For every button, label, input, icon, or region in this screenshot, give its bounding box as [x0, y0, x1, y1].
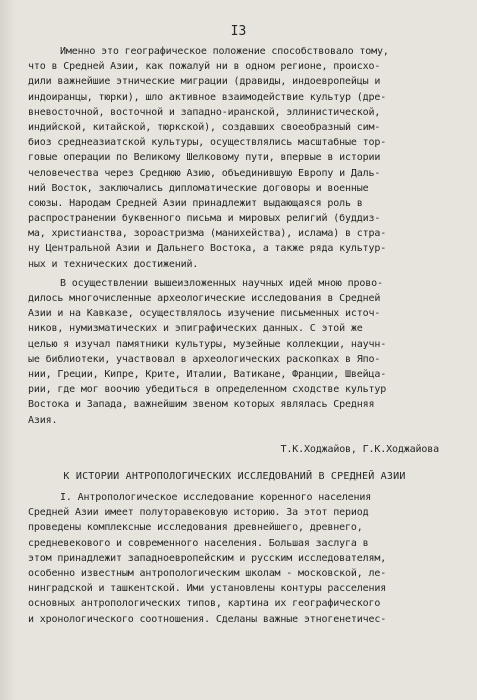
- text-line: Азии и на Кавказе, осуществлялось изучение письменных источ-: [28, 308, 381, 320]
- text-line: нии, Греции, Кипре, Крите, Италии, Ватикане, Франции, Швейца-: [28, 368, 387, 380]
- text-line: биоз среднеазиатской культуры, осуществлялись масштабные тор-: [28, 137, 387, 149]
- text-line: Востока и Запада, важнейшим звеном которых являлась Средняя: [28, 399, 375, 411]
- text-line: Именно это географическое положение способствовало тому,: [60, 46, 389, 57]
- page-edge-shadow: [0, 0, 16, 700]
- text-line: распространении буквенного письма и мировых религий (буддиз-: [28, 213, 381, 225]
- text-line: Азия.: [28, 414, 58, 426]
- paragraph-2: [28, 276, 441, 428]
- text-line: нинградской и ташкентской. Ими установлены контуры расселения: [28, 583, 387, 595]
- text-line: I. Антропологическое исследование коренного населения: [60, 492, 372, 504]
- text-line: ников, нумизматических и эпиграфических данных. С этой же: [28, 323, 363, 335]
- document-body: [28, 44, 441, 627]
- text-line: В осуществлении вышеизложенных научных идей мною прово-: [60, 277, 383, 289]
- text-line: союзы. Народам Средней Азии принадлежит выдающаяся роль в: [28, 197, 363, 209]
- text-line: что в Средней Азии, как пожалуй ни в одном регионе, происхо-: [28, 61, 381, 73]
- text-line: дили важнейшие этнические миграции (дравиды, индоевропейцы и: [28, 76, 381, 88]
- text-line: ые библиотеки, участвовал в археологических раскопках в Япо-: [28, 353, 381, 365]
- text-line: ма, христианства, зороастризма (манихейства), ислама) в стра-: [28, 228, 387, 240]
- text-line: человечества через Среднюю Азию, объединившую Европу и Даль-: [28, 167, 381, 179]
- text-line: индоиранцы, тюрки), шло активное взаимодействие культур (дре-: [28, 91, 387, 103]
- text-line: этом принадлежит западноевропейским и русским исследователям,: [28, 552, 387, 564]
- text-line: особенно известным антропологическим школам - московской, ле-: [28, 568, 387, 580]
- paragraph-1: [28, 44, 441, 272]
- text-line: Средней Азии имеет полуторавековую историю. За этот период: [28, 507, 369, 519]
- text-line: ний Восток, заключались дипломатические договоры и военные: [28, 182, 369, 194]
- text-line: индийской, китайской, тюркской), создавших своеобразный сим-: [28, 121, 381, 133]
- text-line: целью я изучал памятники культуры, музейные коллекции, научн-: [28, 338, 387, 350]
- text-line: говые операции по Великому Шелковому пути, впервые в истории: [28, 152, 381, 164]
- text-line: вневосточной, восточной и западно-иранской, эллинистической,: [28, 106, 381, 118]
- section-title: К ИСТОРИИ АНТРОПОЛОГИЧЕСКИХ ИССЛЕДОВАНИЙ В СРЕДНЕЙ АЗИИ: [63, 470, 406, 482]
- author-signature: Т.К.Ходжайов, Г.К.Ходжайова: [280, 443, 439, 455]
- page-number: I3: [230, 24, 247, 39]
- text-line: дилось многочисленные археологические исследования в Средней: [28, 293, 381, 304]
- text-line: основных антропологических типов, картина их географического: [28, 598, 381, 610]
- text-line: ных и технических достижений.: [28, 258, 199, 270]
- text-line: ну Центральной Азии и Дальнего Востока, а также ряда культур-: [28, 243, 387, 255]
- text-line: средневекового и современного населения. Большая заслуга в: [28, 537, 369, 549]
- text-line: рии, где мог воочию убедиться в определенном сходстве культур: [28, 384, 387, 396]
- text-line: и хронологического соотношения. Сделаны важные этногенетичес-: [28, 613, 387, 625]
- paragraph-3: [28, 490, 441, 627]
- text-line: проведены комплексные исследования древнейшего, древнего,: [28, 522, 363, 534]
